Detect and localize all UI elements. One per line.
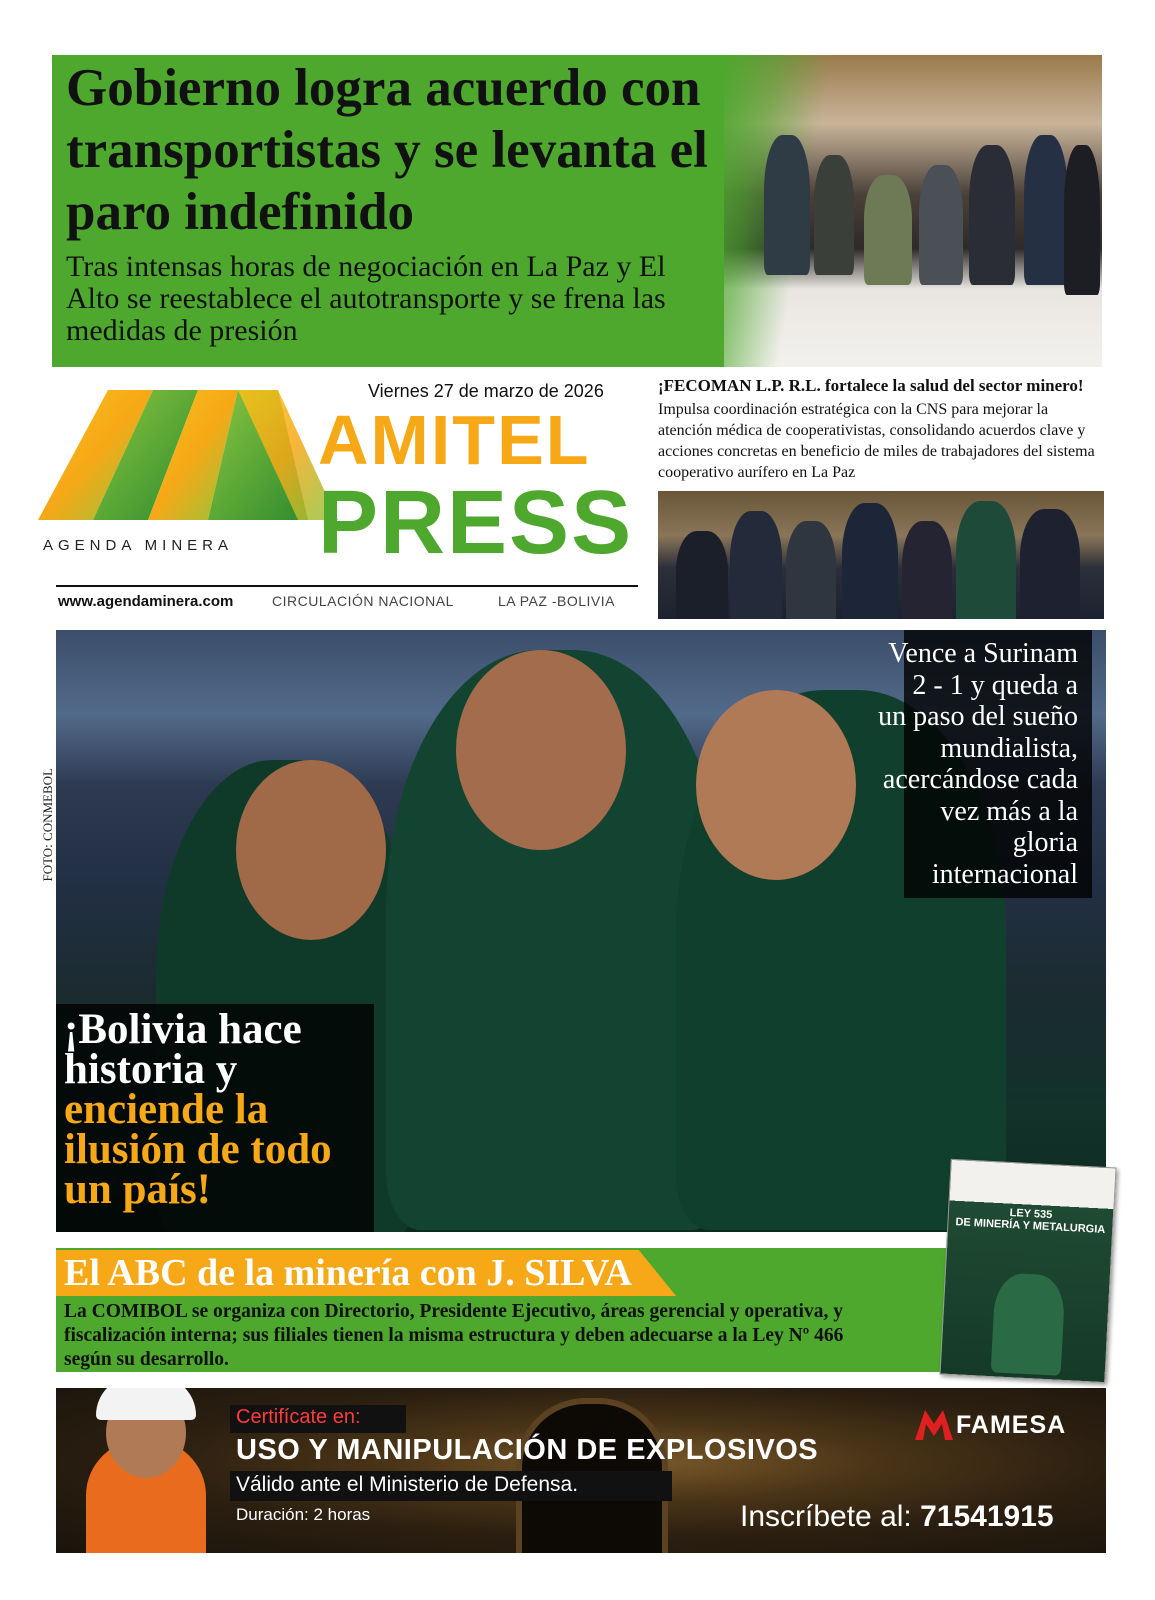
course-title: USO Y MANIPULACIÓN DE EXPLOSIVOS — [236, 1434, 819, 1466]
top-headline-block — [52, 55, 1102, 367]
famesa-brand: FAMESA — [956, 1411, 1067, 1439]
site-url[interactable]: www.agendaminera.com — [58, 593, 234, 610]
phone-number[interactable]: 71541915 — [920, 1500, 1054, 1533]
signup-cta[interactable] — [740, 1500, 1054, 1534]
cta-label: Inscríbete al: — [740, 1500, 912, 1533]
amitel-logo-icon — [38, 380, 338, 550]
hero-headline-orange: enciende la ilusión de todo un país! — [64, 1086, 332, 1213]
headline-subtitle: Tras intensas horas de negociación en La Paz y El Alto se reestablece el autotransporte y se frena las medidas de presión — [66, 250, 666, 347]
abc-text: La COMIBOL se organiza con Directorio, Presidente Ejecutivo, áreas gerencial y operativa, y fiscalización interna; sus filiales tienen la misma estructura y deben adecuarse a la Ley Nº 466 según su desarrollo. — [64, 1301, 844, 1370]
duration-text: Duración: 2 horas — [236, 1505, 371, 1524]
group-photo — [658, 491, 1104, 619]
masthead-divider — [56, 585, 638, 587]
hero-caption: Vence a Surinam 2 - 1 y queda a un paso del sueño mundialista, acercándose cada vez más a la gloria internacional — [878, 638, 1078, 890]
issue-date: Viernes 27 de marzo de 2026 — [368, 381, 604, 401]
brand-press: PRESS — [318, 473, 634, 573]
hero-headline-white: ¡Bolivia hace historia y — [64, 1006, 302, 1093]
valid-text: Válido ante el Ministerio de Defensa. — [236, 1473, 579, 1496]
main-headline: Gobierno logra acuerdo con transportistas y se levanta el paro indefinido — [66, 59, 708, 241]
signing-photo — [724, 55, 1102, 367]
brief-title: ¡FECOMAN L.P. R.L. fortalece la salud del sector minero! — [658, 376, 1084, 395]
book-title: LEY 535 DE MINERÍA Y METALURGIA — [955, 1206, 1106, 1236]
abc-title: El ABC de la minería con J. SILVA — [64, 1252, 632, 1294]
location-label: LA PAZ -BOLIVIA — [498, 593, 615, 609]
cert-label: Certifícate en: — [236, 1406, 361, 1428]
brief-text: Impulsa coordinación estratégica con la CNS para mejorar la atención médica de cooperativistas, consolidando acuerdos clave y acciones concretas en beneficio de miles de trabajadores del sistema cooperativo aurífero en La Paz — [658, 401, 1095, 481]
famesa-logo-icon — [915, 1410, 953, 1440]
circulation-label: CIRCULACIÓN NACIONAL — [272, 593, 454, 609]
brand-tagline: AGENDA MINERA — [43, 537, 234, 554]
photo-credit: FOTO: CONMEBOL — [40, 768, 55, 882]
law-book-cover — [939, 1159, 1116, 1383]
brand-amitel: AMITEL — [318, 401, 591, 479]
